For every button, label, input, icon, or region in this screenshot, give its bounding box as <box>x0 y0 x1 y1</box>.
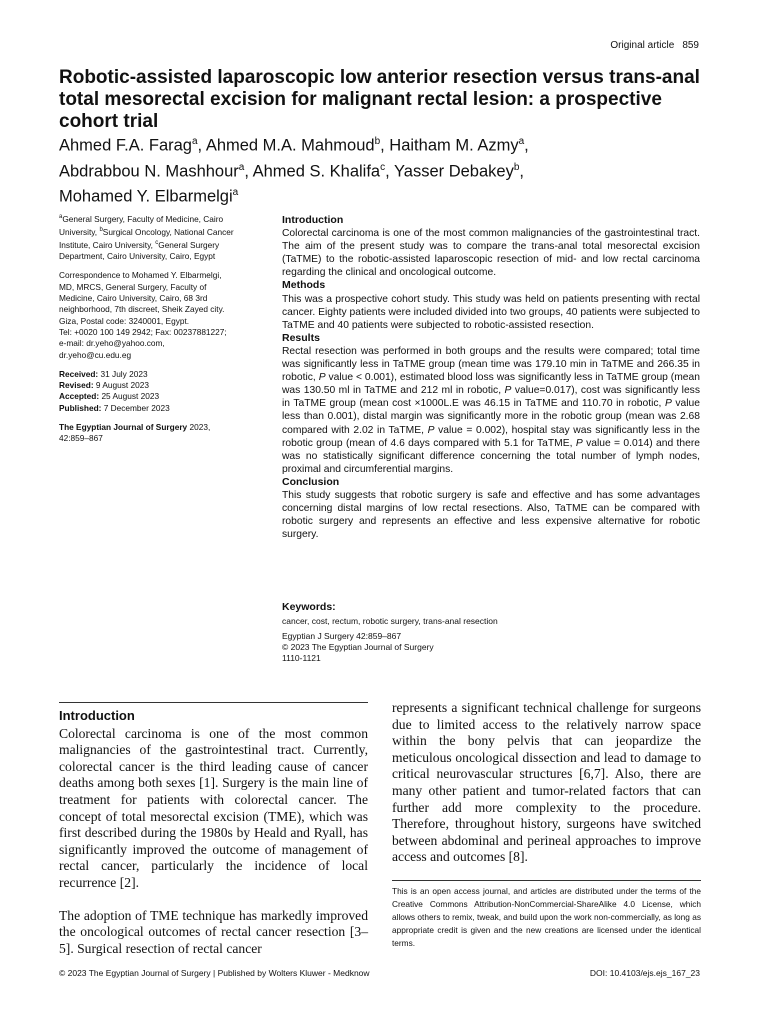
body-paragraph: The adoption of TME technique has markedly improved the oncological outcomes of rectal cancer resection [3–5]. Surgical resection of rectal cancer <box>59 907 368 956</box>
corr-line: e-mail: dr.yeho@yahoo.com, <box>59 338 165 349</box>
intro-heading: Introduction <box>59 708 135 723</box>
author-name: Mohamed Y. Elbarmelgi <box>59 187 233 206</box>
section-label: Original article <box>610 40 675 51</box>
accepted-date: 25 August 2023 <box>101 391 160 402</box>
revised-label: Revised: <box>59 380 94 391</box>
affiliation-b: Surgical Oncology, National Cancer Institute, Cairo University, <box>59 226 234 250</box>
body-left-column <box>59 708 368 973</box>
revised-date: 9 August 2023 <box>95 380 149 391</box>
author-name: Haitham M. Azmy <box>389 136 519 155</box>
journal-year: 2023, <box>189 422 211 433</box>
affiliations: $^a$General Surgery, Faculty of Medicine, Cairo University, $^b$Surgical Oncology, National Cancer Institute, Cairo University, $^c$General Surgery Department, Cairo University, Cairo, Egypt <box>59 213 234 262</box>
keywords-text: cancer, cost, rectum, robotic surgery, trans-anal resection <box>282 616 498 626</box>
abstract-intro: Colorectal carcinoma is one of the most common malignancies of the gastrointestinal tract. The aim of the present study was to compare the trans-anal total mesorectal excision (TaTME) to the robotic-assisted laparoscopic resection of mid- and low rectal carcinoma regarding the clinical and oncological outcome. <box>282 228 700 279</box>
corr-line: Correspondence to Mohamed Y. Elbarmelgi, <box>59 270 222 281</box>
keywords-heading: Keywords: <box>282 601 336 613</box>
abstract-results-heading: Results <box>282 331 320 344</box>
received-date: 31 July 2023 <box>100 368 148 379</box>
article-title: Robotic-assisted laparoscopic low anterior resection versus trans-anal total mesorectal excision for malignant rectal lesion: a prospective cohort trial <box>59 67 700 132</box>
citation-block <box>282 631 700 664</box>
abstract-intro-heading: Introduction <box>282 214 344 226</box>
abstract <box>282 214 700 541</box>
journal-pages: 42:859–867 <box>59 433 103 444</box>
accepted-label: Accepted: <box>59 391 100 402</box>
author-name: Abdrabbou N. Mashhour <box>59 162 239 180</box>
published-label: Published: <box>59 402 102 413</box>
author-name: Ahmed M.A. Mahmoud <box>205 136 375 155</box>
license-note: This is an open access journal, and articles are distributed under the terms of the Creative Commons Attribution-NonCommercial-ShareAlike 4.0 License, which allows others to remix, tweak, and build upon the work non-commercially, as long as appropriate credit is given and the new creations are licensed under the identical terms. <box>392 886 701 948</box>
body-paragraph: Colorectal carcinoma is one of the most common malignancies of the gastrointestinal tract. Currently, colorectal cancer is the third leading cause of cancer deaths among both sexes [1]. Surgery is the main line of treatment for patients with colorectal cancer. The concept of total mesorectal excision (TME), which was first described during the 1980s by Heald and Ryall, has significantly improved the outcome of management of rectal cancer, particularly the incidence of local recurrence [2]. <box>59 725 368 890</box>
aff-mark: b <box>374 136 381 147</box>
page-number: 859 <box>682 40 699 51</box>
corr-line: Tel: +0020 100 149 2942; Fax: 00237881227; <box>59 326 227 337</box>
divider <box>392 880 701 881</box>
aff-mark: a <box>232 187 239 198</box>
abstract-conclusion: This study suggests that robotic surgery is safe and effective and has some advantages concerning distal margins of low rectal resections. Also, TaTME can be compared with robotic surgery and represents an effective and less expensive alternative for robotic surgery. <box>282 489 700 541</box>
author-name: Ahmed S. Khalifa <box>252 162 381 180</box>
abstract-conclusion-heading: Conclusion <box>282 475 340 488</box>
body-right-column <box>392 700 701 866</box>
corr-line: Medicine, Cairo University, Cairo, 68 3rd <box>59 293 208 304</box>
article-info-column <box>59 212 254 453</box>
corr-line: dr.yeho@cu.edu.eg <box>59 349 132 360</box>
body-paragraph: represents a significant technical challenge for surgeons due to limited access to the relatively narrow space within the bony pelvis that can jeopardize the meticulous oncological dissection and lead to damage to critical neurovascular structures [6,7]. Also, there are many other patient and tumor-related factors that can further add more complexity to the procedure. Therefore, throughout history, surgeons have switched between abdominal and perineal approaches to improve access and outcomes [8]. <box>392 700 701 865</box>
corr-line: MD, MRCS, General Surgery, Faculty of <box>59 281 207 292</box>
footer-doi: DOI: 10.4103/ejs.ejs_167_23 <box>589 968 700 978</box>
affiliation-a: General Surgery, Faculty of Medicine, Cairo University, <box>59 213 224 237</box>
journal-name: The Egyptian Journal of Surgery <box>59 422 188 433</box>
affiliation-c: General Surgery Department, Cairo University, Cairo, Egypt <box>59 239 220 262</box>
citation-line: Egyptian J Surgery 42:859–867 <box>282 631 402 641</box>
author-list: Ahmed F.A. Farag$^a$, Ahmed M.A. Mahmoud$^b$, Haitham M. Azmy$^a$, Abdrabbou N. Mashhour$^a$, Ahmed S. Khalifa$^c$, Yasser Debakey$^b$, Mohamed Y. Elbarmelgi$^a$ <box>59 136 529 206</box>
correspondence <box>59 270 254 360</box>
author-name: Yasser Debakey <box>393 162 514 180</box>
divider <box>59 702 368 703</box>
author-name: Ahmed F.A. Farag <box>59 136 192 155</box>
footer-copyright: © 2023 The Egyptian Journal of Surgery | Published by Wolters Kluwer - Medknow <box>59 968 370 978</box>
aff-mark: a <box>238 161 245 173</box>
article-dates <box>59 369 254 414</box>
abstract-methods: This was a prospective cohort study. This study was held on patients presenting with rectal cancer. Eighty patients were included divided into two groups, 40 patients were subjected to TaTME and 40 patients were subjected to robotic-assisted resection. <box>282 293 700 331</box>
aff-mark: a <box>191 136 198 147</box>
citation-line: 1110-1121 <box>282 653 321 663</box>
corr-line: Giza, Postal code: 3240001, Egypt. <box>59 315 190 326</box>
received-label: Received: <box>59 368 99 379</box>
aff-mark: c <box>380 161 386 173</box>
citation-line: © 2023 The Egyptian Journal of Surgery <box>282 642 434 652</box>
running-header <box>610 40 699 51</box>
keywords <box>282 601 700 627</box>
published-date: 7 December 2023 <box>103 402 170 413</box>
abstract-results: Rectal resection was performed in both groups and the results were compared; total time was significantly less in TaTME group (mean time was 179.10 min in TaTME and 266.35 in robotic, P value < 0.001), estimated blood loss was significantly less in TaTME group (mean was 130.50 ml in TaTME and 212 ml in robotic, P value=0.017), cost was significantly less in TaTME group (mean cost ×1000L.E was 46.15 in TaTME and 110.70 in robotic, P value less than 0.001), distal margin was significantly more in the robotic group (mean was 2.68 compared with 2.02 in TaTME, P value = 0.002), hospital stay was significantly less in the robotic group (mean of 4.6 days compared with 5.1 for TaTME, P value = 0.014) and there was no statistically significant difference concerning the total number of lymph nodes, proximal and circumferential margins. <box>282 345 701 475</box>
aff-mark: b <box>513 161 520 173</box>
abstract-methods-heading: Methods <box>282 279 326 292</box>
corr-line: neighborhood, 7th discreet, Sheik Zayed city. <box>59 304 225 315</box>
aff-mark: a <box>518 136 525 147</box>
journal-reference <box>59 422 254 445</box>
